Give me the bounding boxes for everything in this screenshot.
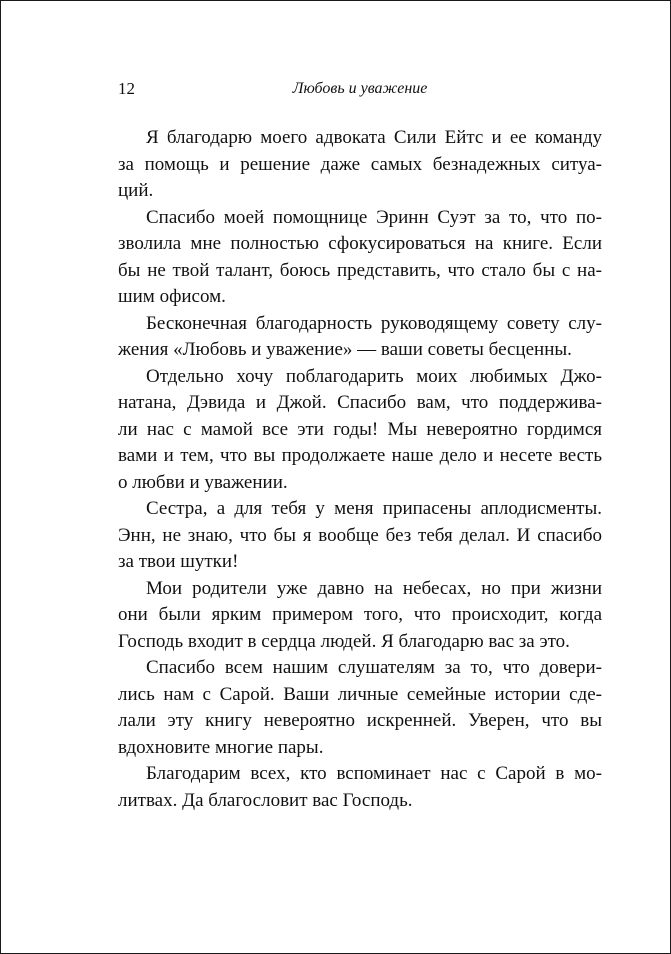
paragraph <box>118 125 602 205</box>
paragraph <box>118 205 602 311</box>
paragraph <box>118 761 602 814</box>
text-line: Мои родители уже давно на небесах, но при жизни <box>146 577 602 599</box>
paragraph <box>118 364 602 497</box>
page-number: 12 <box>118 79 135 98</box>
text-line: Бесконечная благодарность руководящему совету слу- <box>146 312 602 334</box>
text-line: Благодарим всех, кто вспоминает нас с Сарой в мо- <box>146 763 602 784</box>
text-line: Я благодарю моего адвоката Сили Ейтс и ее команду <box>146 127 602 148</box>
text-line: лись нам с Сарой. Ваши личные семейные истории сде- <box>118 683 602 705</box>
text-line: зволила мне полностью сфокусироваться на книге. Если <box>118 233 602 254</box>
text-line: жения «Любовь и уважение» — ваши советы бесценны. <box>118 339 572 360</box>
text-line: Господь входит в сердца людей. Я благодарю вас за это. <box>118 630 570 652</box>
paragraph <box>118 576 602 656</box>
text-line: Спасибо моей помощнице Эринн Суэт за то, что по- <box>146 206 602 228</box>
text-line: ли нас с мамой все эти годы! Мы невероятно гордимся <box>118 418 602 440</box>
text-line: вами и тем, что вы продолжаете наше дело и несете весть <box>118 445 602 466</box>
paragraph <box>118 311 602 364</box>
text-line: лали эту книгу невероятно искренней. Уверен, что вы <box>118 710 602 731</box>
text-line: Спасибо всем нашим слушателям за то, что довери- <box>146 657 602 678</box>
text-line: Отдельно хочу поблагодарить моих любимых Джо- <box>146 365 602 387</box>
text-line: они были ярким примером того, что происходит, когда <box>118 604 602 625</box>
text-line: о любви и уважении. <box>118 471 288 493</box>
paragraph <box>118 655 602 761</box>
text-line: за твои шутки! <box>118 551 239 572</box>
text-line: бы не твой талант, боюсь представить, что стало бы с на- <box>118 259 602 281</box>
text-line: Сестра, а для тебя у меня припасены аплодисменты. <box>146 498 602 519</box>
text-line: вдохновите многие пары. <box>118 736 324 758</box>
text-line: за помощь и решение даже самых безнадежных ситуа- <box>118 153 602 175</box>
text-line: натана, Дэвида и Джой. Спасибо вам, что поддержива- <box>118 392 602 413</box>
text-line: шим офисом. <box>118 286 226 307</box>
paragraph <box>118 496 602 576</box>
text-line: ций. <box>118 180 154 201</box>
text-line: литвах. Да благословит вас Господь. <box>118 789 413 811</box>
text-line: Энн, не знаю, что бы я вообще без тебя делал. И спасибо <box>118 524 602 546</box>
body-text <box>118 125 602 814</box>
running-title: Любовь и уважение <box>292 80 428 97</box>
running-head <box>118 77 602 101</box>
